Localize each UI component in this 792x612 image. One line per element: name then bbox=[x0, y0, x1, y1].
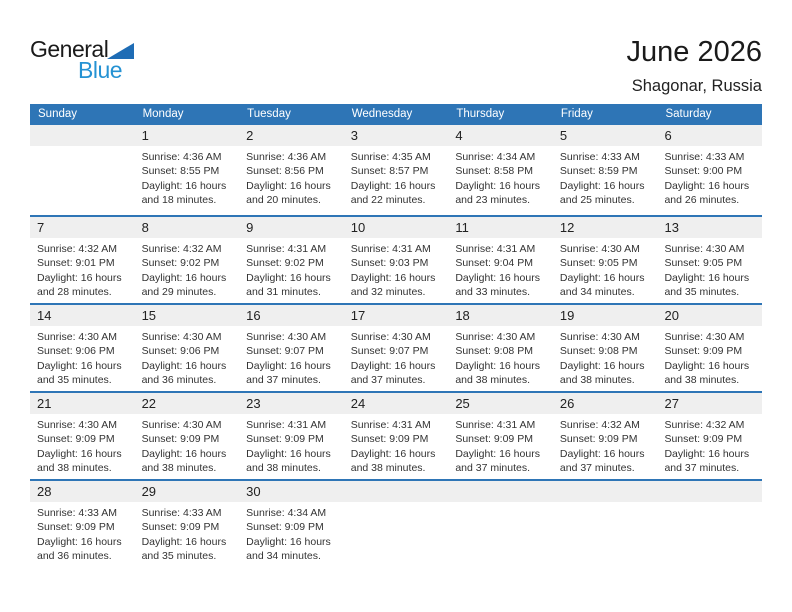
day-cell-6 bbox=[657, 125, 762, 215]
day-number: 16 bbox=[239, 305, 344, 326]
day-cell-22 bbox=[135, 393, 240, 479]
day-number: 25 bbox=[448, 393, 553, 414]
day-cell-11 bbox=[448, 217, 553, 303]
calendar-weeks bbox=[30, 125, 762, 567]
day-cell-empty bbox=[448, 481, 553, 567]
day-cell-23 bbox=[239, 393, 344, 479]
day-cell-empty bbox=[344, 481, 449, 567]
week-row bbox=[30, 303, 762, 391]
day-number: 10 bbox=[344, 217, 449, 238]
day-details: Sunrise: 4:31 AM Sunset: 9:02 PM Daylight: 16 hours and 31 minutes. bbox=[246, 243, 331, 299]
weekday-header-monday: Monday bbox=[142, 108, 184, 120]
day-number: 3 bbox=[344, 125, 449, 146]
day-number: 17 bbox=[344, 305, 449, 326]
day-details: Sunrise: 4:30 AM Sunset: 9:08 PM Daylight: 16 hours and 38 minutes. bbox=[455, 331, 540, 387]
day-details: Sunrise: 4:31 AM Sunset: 9:09 PM Daylight: 16 hours and 38 minutes. bbox=[350, 419, 436, 475]
day-cell-20 bbox=[657, 305, 762, 391]
week-row bbox=[30, 479, 762, 567]
day-cell-3 bbox=[344, 125, 449, 215]
day-number: 1 bbox=[135, 125, 240, 146]
day-number: 6 bbox=[657, 125, 762, 146]
day-number: 27 bbox=[657, 393, 762, 414]
day-details: Sunrise: 4:31 AM Sunset: 9:09 PM Daylight: 16 hours and 38 minutes. bbox=[246, 419, 331, 475]
day-number bbox=[30, 125, 135, 146]
week-row bbox=[30, 215, 762, 303]
day-cell-13 bbox=[657, 217, 762, 303]
day-details: Sunrise: 4:30 AM Sunset: 9:06 PM Daylight: 16 hours and 35 minutes. bbox=[37, 331, 122, 387]
day-number: 28 bbox=[30, 481, 135, 502]
day-number: 8 bbox=[135, 217, 240, 238]
title-block bbox=[627, 36, 762, 96]
day-cell-25 bbox=[448, 393, 553, 479]
weekday-header-row bbox=[30, 104, 762, 125]
page-title: June 2026 bbox=[626, 36, 762, 68]
day-cell-27 bbox=[657, 393, 762, 479]
day-details: Sunrise: 4:32 AM Sunset: 9:09 PM Daylight: 16 hours and 37 minutes. bbox=[664, 419, 750, 475]
day-details: Sunrise: 4:32 AM Sunset: 9:01 PM Daylight: 16 hours and 28 minutes. bbox=[37, 243, 122, 299]
day-details: Sunrise: 4:33 AM Sunset: 9:09 PM Daylight: 16 hours and 36 minutes. bbox=[37, 507, 122, 563]
weekday-header-tuesday: Tuesday bbox=[247, 108, 291, 120]
day-cell-4 bbox=[448, 125, 553, 215]
day-cell-29 bbox=[135, 481, 240, 567]
day-cell-14 bbox=[30, 305, 135, 391]
day-number: 18 bbox=[448, 305, 553, 326]
day-cell-8 bbox=[135, 217, 240, 303]
day-cell-19 bbox=[553, 305, 658, 391]
day-number: 22 bbox=[135, 393, 240, 414]
day-number: 15 bbox=[135, 305, 240, 326]
day-number: 5 bbox=[553, 125, 658, 146]
day-number: 11 bbox=[448, 217, 553, 238]
day-cell-5 bbox=[553, 125, 658, 215]
day-details: Sunrise: 4:30 AM Sunset: 9:09 PM Daylight: 16 hours and 38 minutes. bbox=[141, 419, 227, 475]
day-cell-empty bbox=[553, 481, 658, 567]
day-number: 9 bbox=[239, 217, 344, 238]
weekday-header-friday: Friday bbox=[560, 108, 593, 120]
day-cell-10 bbox=[344, 217, 449, 303]
day-number: 19 bbox=[553, 305, 658, 326]
day-details: Sunrise: 4:30 AM Sunset: 9:07 PM Daylight: 16 hours and 37 minutes. bbox=[246, 331, 331, 387]
weekday-header-saturday: Saturday bbox=[665, 108, 712, 120]
day-number bbox=[553, 481, 658, 502]
day-number: 4 bbox=[448, 125, 553, 146]
day-details: Sunrise: 4:31 AM Sunset: 9:03 PM Daylight: 16 hours and 32 minutes. bbox=[350, 243, 436, 299]
week-row bbox=[30, 125, 762, 215]
day-cell-1 bbox=[135, 125, 240, 215]
day-details: Sunrise: 4:33 AM Sunset: 8:59 PM Daylight: 16 hours and 25 minutes. bbox=[559, 151, 645, 207]
day-cell-12 bbox=[553, 217, 658, 303]
day-number: 12 bbox=[553, 217, 658, 238]
day-cell-15 bbox=[135, 305, 240, 391]
location-subtitle: Shagonar, Russia bbox=[631, 77, 762, 95]
day-details: Sunrise: 4:36 AM Sunset: 8:55 PM Daylight: 16 hours and 18 minutes. bbox=[141, 151, 227, 207]
day-cell-28 bbox=[30, 481, 135, 567]
day-number: 30 bbox=[239, 481, 344, 502]
day-number bbox=[657, 481, 762, 502]
day-details: Sunrise: 4:34 AM Sunset: 9:09 PM Daylight: 16 hours and 34 minutes. bbox=[246, 507, 331, 563]
day-number: 21 bbox=[30, 393, 135, 414]
day-cell-2 bbox=[239, 125, 344, 215]
day-number: 24 bbox=[344, 393, 449, 414]
day-details: Sunrise: 4:34 AM Sunset: 8:58 PM Daylight: 16 hours and 23 minutes. bbox=[455, 151, 540, 207]
day-number bbox=[344, 481, 449, 502]
day-cell-21 bbox=[30, 393, 135, 479]
day-cell-empty bbox=[30, 125, 135, 215]
day-number: 20 bbox=[657, 305, 762, 326]
day-number: 26 bbox=[553, 393, 658, 414]
logo-text-blue: Blue bbox=[78, 57, 123, 83]
day-cell-26 bbox=[553, 393, 658, 479]
day-details: Sunrise: 4:30 AM Sunset: 9:06 PM Daylight: 16 hours and 36 minutes. bbox=[141, 331, 227, 387]
day-details: Sunrise: 4:33 AM Sunset: 9:09 PM Daylight: 16 hours and 35 minutes. bbox=[141, 507, 227, 563]
day-details: Sunrise: 4:30 AM Sunset: 9:09 PM Daylight: 16 hours and 38 minutes. bbox=[37, 419, 122, 475]
day-number: 13 bbox=[657, 217, 762, 238]
day-cell-7 bbox=[30, 217, 135, 303]
day-cell-24 bbox=[344, 393, 449, 479]
day-number bbox=[448, 481, 553, 502]
day-details: Sunrise: 4:30 AM Sunset: 9:05 PM Daylight: 16 hours and 35 minutes. bbox=[664, 243, 750, 299]
day-details: Sunrise: 4:33 AM Sunset: 9:00 PM Daylight: 16 hours and 26 minutes. bbox=[664, 151, 750, 207]
calendar-table bbox=[30, 104, 762, 567]
day-details: Sunrise: 4:30 AM Sunset: 9:05 PM Daylight: 16 hours and 34 minutes. bbox=[559, 243, 645, 299]
day-cell-18 bbox=[448, 305, 553, 391]
weekday-header-thursday: Thursday bbox=[456, 108, 505, 120]
day-details: Sunrise: 4:31 AM Sunset: 9:04 PM Daylight: 16 hours and 33 minutes. bbox=[455, 243, 540, 299]
day-details: Sunrise: 4:30 AM Sunset: 9:07 PM Daylight: 16 hours and 37 minutes. bbox=[350, 331, 436, 387]
day-details: Sunrise: 4:30 AM Sunset: 9:09 PM Daylight: 16 hours and 38 minutes. bbox=[664, 331, 750, 387]
day-cell-17 bbox=[344, 305, 449, 391]
day-details: Sunrise: 4:30 AM Sunset: 9:08 PM Daylight: 16 hours and 38 minutes. bbox=[559, 331, 645, 387]
day-number: 29 bbox=[135, 481, 240, 502]
day-number: 14 bbox=[30, 305, 135, 326]
day-cell-9 bbox=[239, 217, 344, 303]
logo-text-general: General bbox=[30, 36, 109, 62]
day-details: Sunrise: 4:32 AM Sunset: 9:02 PM Daylight: 16 hours and 29 minutes. bbox=[141, 243, 227, 299]
day-cell-16 bbox=[239, 305, 344, 391]
day-details: Sunrise: 4:31 AM Sunset: 9:09 PM Daylight: 16 hours and 37 minutes. bbox=[455, 419, 540, 475]
weekday-header-sunday: Sunday bbox=[38, 108, 78, 120]
day-cell-30 bbox=[239, 481, 344, 567]
day-number: 2 bbox=[239, 125, 344, 146]
week-row bbox=[30, 391, 762, 479]
day-details: Sunrise: 4:35 AM Sunset: 8:57 PM Daylight: 16 hours and 22 minutes. bbox=[350, 151, 436, 207]
weekday-header-wednesday: Wednesday bbox=[351, 108, 413, 120]
day-number: 7 bbox=[30, 217, 135, 238]
day-number: 23 bbox=[239, 393, 344, 414]
day-details: Sunrise: 4:36 AM Sunset: 8:56 PM Daylight: 16 hours and 20 minutes. bbox=[246, 151, 331, 207]
day-cell-empty bbox=[657, 481, 762, 567]
day-details: Sunrise: 4:32 AM Sunset: 9:09 PM Daylight: 16 hours and 37 minutes. bbox=[559, 419, 645, 475]
general-blue-logo bbox=[30, 36, 140, 88]
